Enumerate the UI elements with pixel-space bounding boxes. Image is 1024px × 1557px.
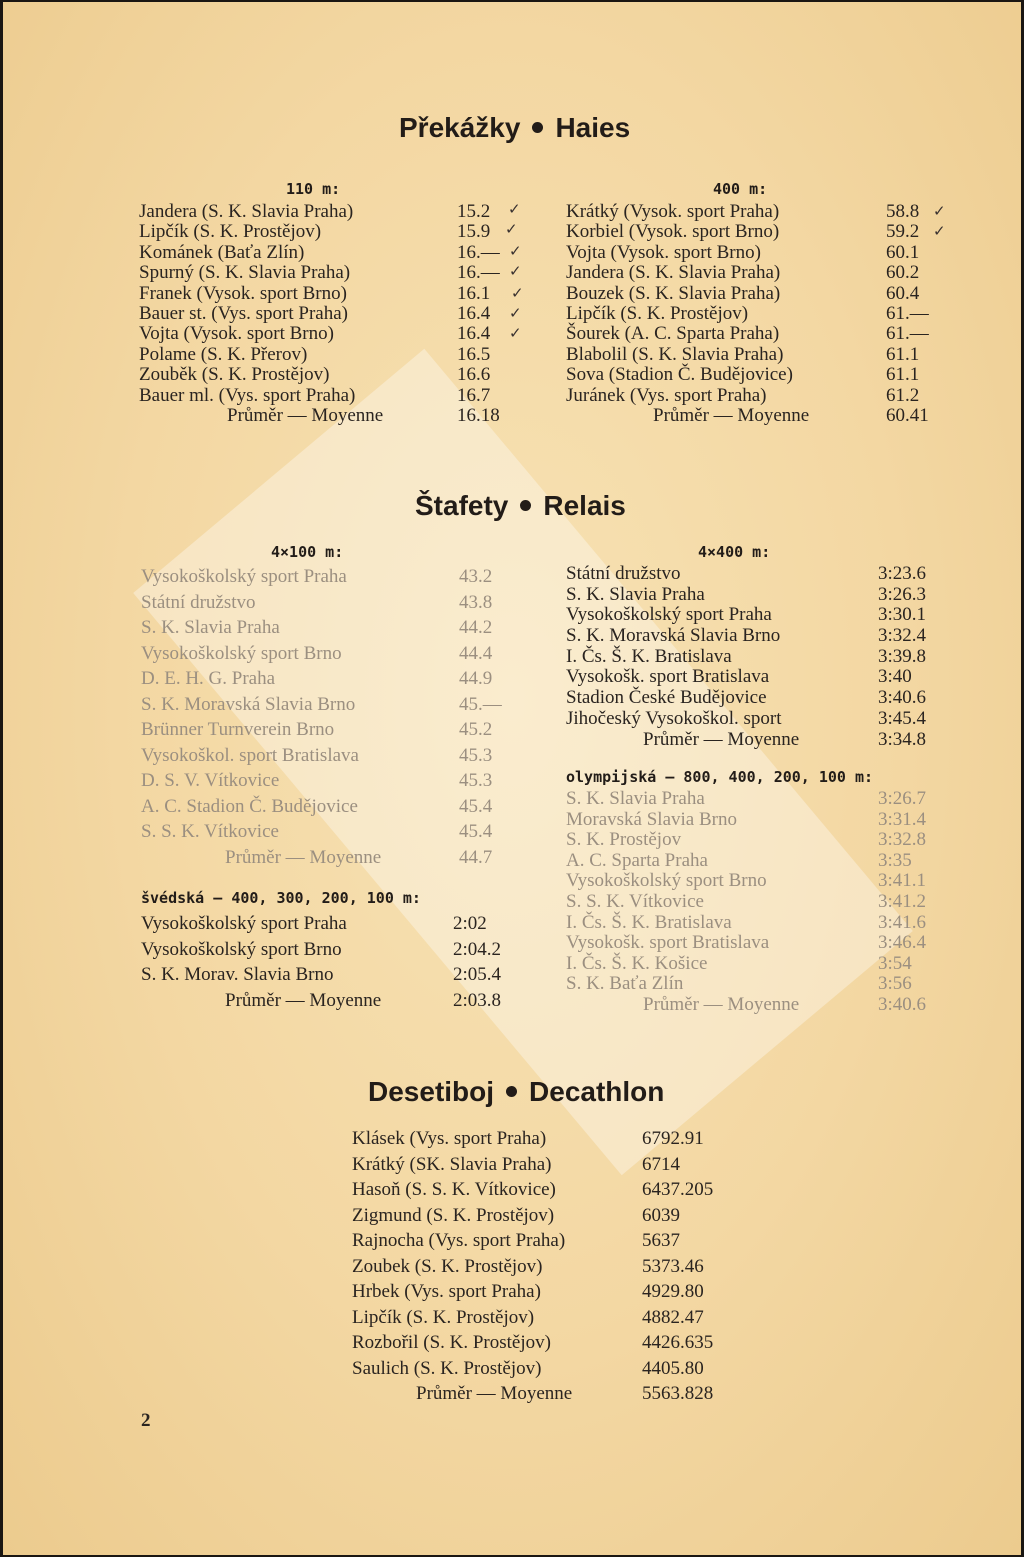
table-row bbox=[141, 940, 511, 966]
table-row bbox=[141, 590, 501, 616]
result-name: Lipčík (S. K. Prostějov) bbox=[139, 221, 322, 243]
check-mark-icon: ✓ bbox=[508, 200, 521, 218]
result-value: 45.2 bbox=[459, 719, 493, 740]
subhead-110m: 110 m: bbox=[286, 180, 341, 198]
table-row bbox=[141, 692, 501, 718]
table-swedish-relay bbox=[141, 914, 511, 1016]
average-value: 60.41 bbox=[886, 404, 929, 426]
result-value: 5637 bbox=[642, 1230, 680, 1251]
result-name: Juránek (Vys. sport Praha) bbox=[566, 384, 767, 406]
average-row bbox=[141, 845, 501, 871]
table-row bbox=[141, 819, 501, 845]
result-value: 45.— bbox=[459, 693, 502, 715]
table-row bbox=[352, 1330, 732, 1356]
result-name: Polame (S. K. Přerov) bbox=[139, 343, 308, 365]
table-row bbox=[566, 284, 936, 304]
table-4x400-relay bbox=[566, 564, 936, 750]
table-row bbox=[352, 1177, 732, 1203]
average-value: 3:34.8 bbox=[878, 728, 927, 750]
result-name: Spurný (S. K. Slavia Praha) bbox=[139, 262, 351, 284]
table-row bbox=[139, 243, 509, 263]
result-value: 6792.91 bbox=[642, 1128, 704, 1149]
result-value: 45.4 bbox=[459, 821, 493, 842]
table-row bbox=[566, 688, 936, 709]
average-label: Průměr — Moyenne bbox=[643, 993, 800, 1015]
result-name: S. K. Baťa Zlín bbox=[566, 973, 684, 995]
check-mark-icon: ✓ bbox=[509, 262, 522, 280]
result-name: S. K. Slavia Praha bbox=[566, 583, 705, 605]
table-110m-hurdles bbox=[139, 202, 509, 426]
average-row bbox=[352, 1381, 732, 1407]
result-value: 3:41.6 bbox=[878, 911, 927, 933]
table-400m-hurdles bbox=[566, 202, 936, 426]
result-value: 3:45.4 bbox=[878, 707, 927, 729]
result-name: Brünner Turnverein Brno bbox=[141, 719, 335, 740]
result-value: 3:41.2 bbox=[878, 890, 927, 912]
table-row bbox=[141, 914, 511, 940]
result-name: Krátký (SK. Slavia Praha) bbox=[352, 1153, 552, 1175]
result-value: 4426.635 bbox=[642, 1332, 714, 1353]
average-label: Průměr — Moyenne bbox=[225, 846, 382, 868]
result-value: 16.6 bbox=[457, 364, 491, 386]
table-row bbox=[566, 830, 936, 851]
result-name: Vojta (Vysok. sport Brno) bbox=[566, 241, 761, 263]
result-name: D. E. H. G. Praha bbox=[141, 668, 276, 689]
subhead-4x100: 4×100 m: bbox=[271, 543, 344, 561]
result-name: S. K. Slavia Praha bbox=[566, 788, 705, 809]
result-name: Vysokoškolský sport Praha bbox=[566, 604, 772, 626]
result-value: 60.4 bbox=[886, 282, 920, 304]
result-value: 3:30.1 bbox=[878, 604, 927, 626]
table-row bbox=[566, 386, 936, 406]
table-row bbox=[139, 263, 509, 283]
result-name: Vysokoškolský sport Brno bbox=[141, 938, 342, 960]
subhead-distances: 800, 400, 200, 100 m: bbox=[683, 768, 874, 786]
result-name: Bauer ml. (Vys. sport Praha) bbox=[139, 384, 356, 406]
result-name: A. C. Sparta Praha bbox=[566, 849, 708, 871]
result-value: 61.1 bbox=[886, 343, 920, 365]
result-name: Zigmund (S. K. Prostějov) bbox=[352, 1204, 555, 1226]
result-name: Krátký (Vysok. sport Praha) bbox=[566, 201, 780, 222]
table-row bbox=[139, 222, 509, 242]
table-row bbox=[566, 345, 936, 365]
table-row bbox=[566, 647, 936, 668]
table-4x100-relay bbox=[141, 564, 501, 870]
result-value: 3:40.6 bbox=[878, 687, 927, 709]
section-title-relays bbox=[415, 490, 626, 522]
table-row bbox=[139, 365, 509, 385]
table-row bbox=[141, 717, 501, 743]
subhead-distances: 400, 300, 200, 100 m: bbox=[231, 889, 421, 907]
result-name: Bouzek (S. K. Slavia Praha) bbox=[566, 282, 781, 304]
average-label: Průměr — Moyenne bbox=[653, 404, 810, 426]
result-value: 3:39.8 bbox=[878, 645, 927, 667]
result-name: Saulich (S. K. Prostějov) bbox=[352, 1357, 542, 1379]
result-value: 2:05.4 bbox=[453, 964, 502, 985]
result-value: 16.— bbox=[457, 241, 500, 263]
average-row bbox=[141, 991, 511, 1017]
result-name: Klásek (Vys. sport Praha) bbox=[352, 1128, 547, 1149]
subhead-4x400: 4×400 m: bbox=[698, 543, 771, 561]
result-value: 3:26.7 bbox=[878, 788, 927, 809]
result-name: Vysokoškol. sport Bratislava bbox=[141, 744, 359, 766]
average-value: 2:03.8 bbox=[453, 989, 502, 1011]
table-row bbox=[566, 789, 936, 810]
result-value: 4929.80 bbox=[642, 1281, 704, 1302]
table-decathlon bbox=[352, 1126, 732, 1407]
result-value: 16.1 bbox=[457, 282, 491, 304]
table-row bbox=[566, 871, 936, 892]
result-name: Vojta (Vysok. sport Brno) bbox=[139, 323, 334, 345]
result-value: 61.2 bbox=[886, 384, 920, 406]
result-value: 5373.46 bbox=[642, 1255, 704, 1277]
result-value: 16.5 bbox=[457, 343, 491, 365]
result-name: Franek (Vysok. sport Brno) bbox=[139, 282, 347, 304]
result-value: 16.7 bbox=[457, 384, 491, 406]
result-name: S. K. Prostějov bbox=[566, 829, 682, 851]
table-row bbox=[566, 954, 936, 975]
result-value: 2:02 bbox=[453, 913, 487, 934]
result-name: Hrbek (Vys. sport Praha) bbox=[352, 1281, 541, 1302]
table-row bbox=[352, 1254, 732, 1280]
section-title-hurdles bbox=[399, 112, 630, 144]
result-name: Vysokoškolský sport Brno bbox=[566, 870, 767, 892]
table-row bbox=[352, 1228, 732, 1254]
result-name: Jandera (S. K. Slavia Praha) bbox=[566, 262, 781, 284]
result-name: Vysokošk. sport Bratislava bbox=[566, 666, 770, 688]
table-row bbox=[141, 768, 501, 794]
result-value: 16.4 bbox=[457, 323, 491, 345]
result-value: 3:31.4 bbox=[878, 808, 927, 830]
result-name: Jandera (S. K. Slavia Praha) bbox=[139, 201, 354, 222]
result-name: I. Čs. Š. K. Bratislava bbox=[566, 645, 732, 667]
result-name: Moravská Slavia Brno bbox=[566, 808, 737, 830]
table-olympic-relay bbox=[566, 789, 936, 1016]
average-row bbox=[139, 406, 509, 426]
subhead-400m: 400 m: bbox=[713, 180, 768, 198]
average-value: 16.18 bbox=[457, 404, 500, 426]
average-row bbox=[566, 730, 936, 751]
table-row bbox=[139, 284, 509, 304]
result-name: D. S. V. Vítkovice bbox=[141, 770, 280, 791]
table-row bbox=[141, 666, 501, 692]
result-name: S. S. K. Vítkovice bbox=[566, 890, 704, 912]
result-value: 3:32.8 bbox=[878, 829, 927, 851]
result-value: 4882.47 bbox=[642, 1306, 704, 1328]
table-row bbox=[566, 913, 936, 934]
table-row bbox=[352, 1126, 732, 1152]
check-mark-icon: ✓ bbox=[509, 304, 522, 322]
title-cz: Štafety bbox=[415, 490, 509, 521]
result-value: 6714 bbox=[642, 1153, 680, 1175]
table-row bbox=[352, 1203, 732, 1229]
result-value: 60.2 bbox=[886, 262, 920, 284]
average-value: 5563.828 bbox=[642, 1383, 714, 1404]
average-value: 3:40.6 bbox=[878, 993, 927, 1015]
result-value: 61.— bbox=[886, 323, 929, 345]
result-value: 3:32.4 bbox=[878, 625, 927, 647]
table-row bbox=[352, 1305, 732, 1331]
result-name: Šourek (A. C. Sparta Praha) bbox=[566, 323, 780, 345]
subhead-prefix: švédská — bbox=[141, 889, 232, 907]
result-value: 3:40 bbox=[878, 666, 912, 688]
check-mark-icon: ✓ bbox=[509, 324, 522, 342]
result-value: 44.2 bbox=[459, 617, 493, 638]
average-label: Průměr — Moyenne bbox=[643, 728, 800, 750]
result-name: Vysokoškolský sport Praha bbox=[141, 566, 347, 587]
check-mark-icon: ✓ bbox=[505, 220, 518, 238]
result-value: 3:26.3 bbox=[878, 583, 927, 605]
result-name: Lipčík (S. K. Prostějov) bbox=[352, 1306, 535, 1328]
table-row bbox=[566, 851, 936, 872]
average-row bbox=[566, 406, 936, 426]
result-name: S. K. Moravská Slavia Brno bbox=[566, 625, 781, 647]
table-row bbox=[352, 1356, 732, 1382]
average-label: Průměr — Moyenne bbox=[225, 989, 382, 1011]
title-cz: Desetiboj bbox=[368, 1076, 495, 1107]
table-row bbox=[139, 386, 509, 406]
result-name: I. Čs. Š. K. Košice bbox=[566, 952, 708, 974]
table-row bbox=[566, 304, 936, 324]
table-row bbox=[141, 564, 501, 590]
result-name: Bauer st. (Vys. sport Praha) bbox=[139, 302, 348, 324]
average-value: 44.7 bbox=[459, 846, 493, 868]
result-name: Rozbořil (S. K. Prostějov) bbox=[352, 1332, 551, 1353]
result-value: 15.9 bbox=[457, 221, 491, 243]
result-name: S. K. Slavia Praha bbox=[141, 617, 280, 638]
average-row bbox=[566, 995, 936, 1016]
document-page bbox=[3, 2, 1021, 1555]
result-value: 3:23.6 bbox=[878, 563, 927, 584]
table-row bbox=[566, 667, 936, 688]
result-value: 44.9 bbox=[459, 668, 493, 689]
result-value: 43.2 bbox=[459, 566, 493, 587]
result-value: 61.— bbox=[886, 302, 929, 324]
result-name: Zouběk (S. K. Prostějov) bbox=[139, 364, 330, 386]
result-value: 43.8 bbox=[459, 591, 493, 613]
result-value: 45.4 bbox=[459, 795, 493, 817]
result-name: Lipčík (S. K. Prostějov) bbox=[566, 302, 749, 324]
table-row bbox=[566, 892, 936, 913]
table-row bbox=[139, 304, 509, 324]
result-value: 6437.205 bbox=[642, 1179, 714, 1200]
section-title-decathlon bbox=[368, 1076, 664, 1108]
result-name: A. C. Stadion Č. Budějovice bbox=[141, 795, 358, 817]
result-value: 60.1 bbox=[886, 241, 920, 263]
table-row bbox=[566, 605, 936, 626]
result-value: 4405.80 bbox=[642, 1357, 704, 1379]
average-label: Průměr — Moyenne bbox=[227, 404, 384, 426]
result-value: 3:35 bbox=[878, 849, 912, 871]
table-row bbox=[566, 222, 936, 242]
result-value: 45.3 bbox=[459, 770, 493, 791]
table-row bbox=[139, 202, 509, 222]
result-value: 16.4 bbox=[457, 302, 491, 324]
result-name: Vysokoškolský sport Praha bbox=[141, 913, 347, 934]
table-row bbox=[566, 263, 936, 283]
subhead-swedish-relay bbox=[141, 889, 421, 907]
average-label: Průměr — Moyenne bbox=[416, 1383, 573, 1404]
table-row bbox=[141, 615, 501, 641]
table-row bbox=[566, 933, 936, 954]
check-mark-icon: ✓ bbox=[933, 222, 946, 240]
result-value: 3:54 bbox=[878, 952, 912, 974]
table-row bbox=[566, 365, 936, 385]
table-row bbox=[141, 794, 501, 820]
table-row bbox=[352, 1152, 732, 1178]
result-value: 45.3 bbox=[459, 744, 493, 766]
result-name: Vysokošk. sport Bratislava bbox=[566, 932, 770, 954]
result-name: Zoubek (S. K. Prostějov) bbox=[352, 1255, 543, 1277]
table-row bbox=[141, 743, 501, 769]
table-row bbox=[566, 243, 936, 263]
title-cz: Překážky bbox=[399, 112, 521, 143]
page-number: 2 bbox=[141, 1410, 151, 1431]
result-value: 3:41.1 bbox=[878, 870, 927, 892]
result-name: Státní družstvo bbox=[566, 563, 681, 584]
result-name: S. K. Morav. Slavia Brno bbox=[141, 964, 334, 985]
result-name: Sova (Stadion Č. Budějovice) bbox=[566, 364, 793, 386]
result-value: 44.4 bbox=[459, 642, 493, 664]
result-name: Jihočeský Vysokoškol. sport bbox=[566, 707, 782, 729]
result-value: 3:56 bbox=[878, 973, 912, 995]
result-name: Kománek (Baťa Zlín) bbox=[139, 241, 305, 263]
result-value: 3:46.4 bbox=[878, 932, 927, 954]
result-name: Stadion České Budějovice bbox=[566, 687, 767, 709]
title-fr: Haies bbox=[555, 112, 631, 143]
table-row bbox=[566, 974, 936, 995]
table-row bbox=[139, 345, 509, 365]
title-fr: Relais bbox=[543, 490, 626, 521]
table-row bbox=[566, 324, 936, 344]
check-mark-icon: ✓ bbox=[509, 242, 522, 260]
result-name: Hasoň (S. S. K. Vítkovice) bbox=[352, 1179, 556, 1200]
result-value: 2:04.2 bbox=[453, 938, 502, 960]
result-name: Blabolil (S. K. Slavia Praha) bbox=[566, 343, 784, 365]
result-name: Vysokoškolský sport Brno bbox=[141, 642, 342, 664]
table-row bbox=[566, 626, 936, 647]
result-name: I. Čs. Š. K. Bratislava bbox=[566, 911, 732, 933]
result-name: S. K. Moravská Slavia Brno bbox=[141, 693, 356, 715]
table-row bbox=[139, 324, 509, 344]
result-value: 15.2 bbox=[457, 201, 491, 222]
result-name: Státní družstvo bbox=[141, 591, 256, 613]
title-fr: Decathlon bbox=[529, 1076, 665, 1107]
result-value: 6039 bbox=[642, 1204, 680, 1226]
check-mark-icon: ✓ bbox=[933, 202, 946, 220]
check-mark-icon: ✓ bbox=[511, 284, 524, 302]
result-value: 58.8 bbox=[886, 201, 920, 222]
result-value: 61.1 bbox=[886, 364, 920, 386]
bullet-icon bbox=[506, 1086, 517, 1097]
result-value: 16.— bbox=[457, 262, 500, 284]
table-row bbox=[566, 709, 936, 730]
table-row bbox=[141, 641, 501, 667]
table-row bbox=[566, 202, 936, 222]
table-row bbox=[566, 564, 936, 585]
table-row bbox=[566, 585, 936, 606]
bullet-icon bbox=[532, 122, 543, 133]
table-row bbox=[566, 810, 936, 831]
result-value: 59.2 bbox=[886, 221, 920, 243]
result-name: Korbiel (Vysok. sport Brno) bbox=[566, 221, 780, 243]
result-name: Rajnocha (Vys. sport Praha) bbox=[352, 1230, 566, 1251]
subhead-prefix: olympijská — bbox=[566, 768, 684, 786]
subhead-olympic-relay bbox=[566, 768, 873, 786]
table-row bbox=[352, 1279, 732, 1305]
bullet-icon bbox=[520, 500, 531, 511]
result-name: S. S. K. Vítkovice bbox=[141, 821, 279, 842]
table-row bbox=[141, 965, 511, 991]
